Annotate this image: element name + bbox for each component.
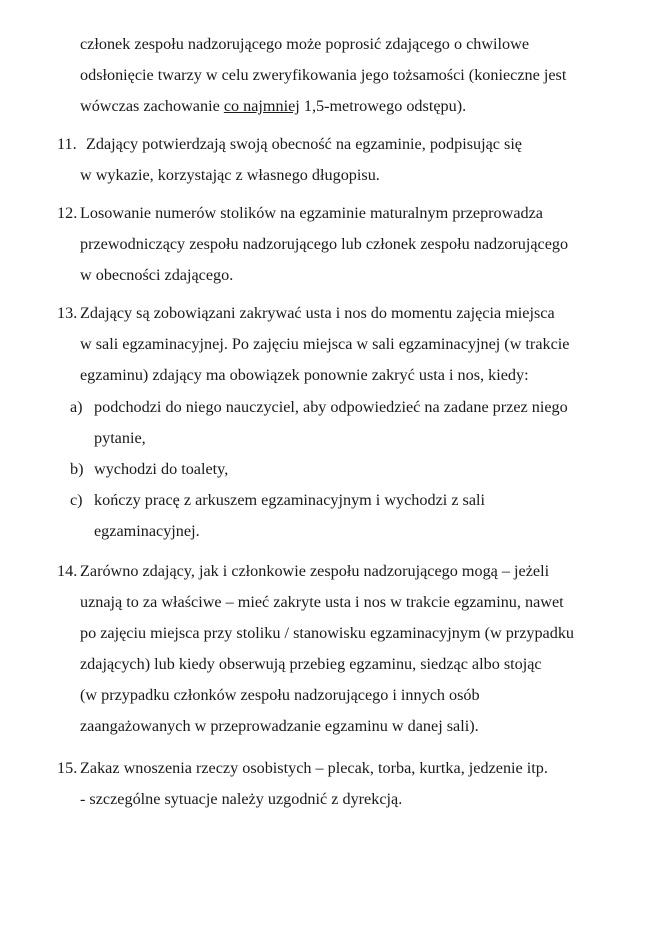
item-line: Zarówno zdający, jak i członkowie zespołu nadzorującego mogą – jeżeli (80, 562, 550, 580)
subitem-line: podchodzi do niego nauczyciel, aby odpowiedzieć na zadane przez niego (94, 398, 568, 416)
subitem-letter: a) (70, 398, 83, 416)
item-line: Zdający są zobowiązani zakrywać usta i nos do momentu zajęcia miejsca (80, 304, 555, 322)
intro-text: 1,5-metrowego odstępu). (299, 97, 467, 115)
intro-line: odsłonięcie twarzy w celu zweryfikowania jego tożsamości (konieczne jest (80, 66, 567, 84)
item-line: przewodniczący zespołu nadzorującego lub członek zespołu nadzorującego (80, 235, 569, 253)
item-line: po zajęciu miejsca przy stoliku / stanowisku egzaminacyjnym (w przypadku (80, 624, 575, 642)
item-line: zdających) lub kiedy obserwują przebieg egzaminu, siedząc albo stojąc (80, 655, 542, 673)
item-line: w wykazie, korzystając z własnego długopisu. (80, 166, 380, 184)
item-line: zaangażowanych w przeprowadzanie egzaminu w danej sali). (80, 717, 479, 735)
subitem-line: pytanie, (94, 429, 146, 447)
subitem-letter: c) (70, 491, 83, 509)
item-line: w obecności zdającego. (80, 266, 234, 284)
item-line: egzaminu) zdający ma obowiązek ponownie zakryć usta i nos, kiedy: (80, 366, 529, 384)
subitem-line: wychodzi do toalety, (94, 460, 229, 478)
item-number: 13. (57, 304, 78, 322)
item-line: Zdający potwierdzają swoją obecność na egzaminie, podpisując się (86, 135, 522, 153)
intro-text: wówczas zachowanie (80, 97, 224, 115)
item-number: 12. (57, 204, 78, 222)
item-number: 14. (57, 562, 78, 580)
intro-line: członek zespołu nadzorującego może poprosić zdającego o chwilowe (80, 35, 530, 53)
item-line: w sali egzaminacyjnej. Po zajęciu miejsca w sali egzaminacyjnej (w trakcie (80, 335, 570, 353)
intro-line (80, 96, 466, 116)
underlined-text: co najmniej (223, 97, 300, 115)
subitem-line: kończy pracę z arkuszem egzaminacyjnym i wychodzi z sali (94, 491, 486, 509)
item-line: - szczególne sytuacje należy uzgodnić z dyrekcją. (80, 790, 403, 808)
subitem-letter: b) (70, 460, 84, 478)
item-line: uznają to za właściwe – mieć zakryte usta i nos w trakcie egzaminu, nawet (80, 593, 564, 611)
item-number: 15. (57, 759, 78, 777)
item-line: Losowanie numerów stolików na egzaminie maturalnym przeprowadza (80, 204, 543, 222)
item-number: 11. (57, 135, 77, 153)
item-line: (w przypadku członków zespołu nadzorującego i innych osób (80, 686, 480, 704)
subitem-line: egzaminacyjnej. (94, 522, 200, 540)
item-line: Zakaz wnoszenia rzeczy osobistych – plecak, torba, kurtka, jedzenie itp. (80, 759, 548, 777)
